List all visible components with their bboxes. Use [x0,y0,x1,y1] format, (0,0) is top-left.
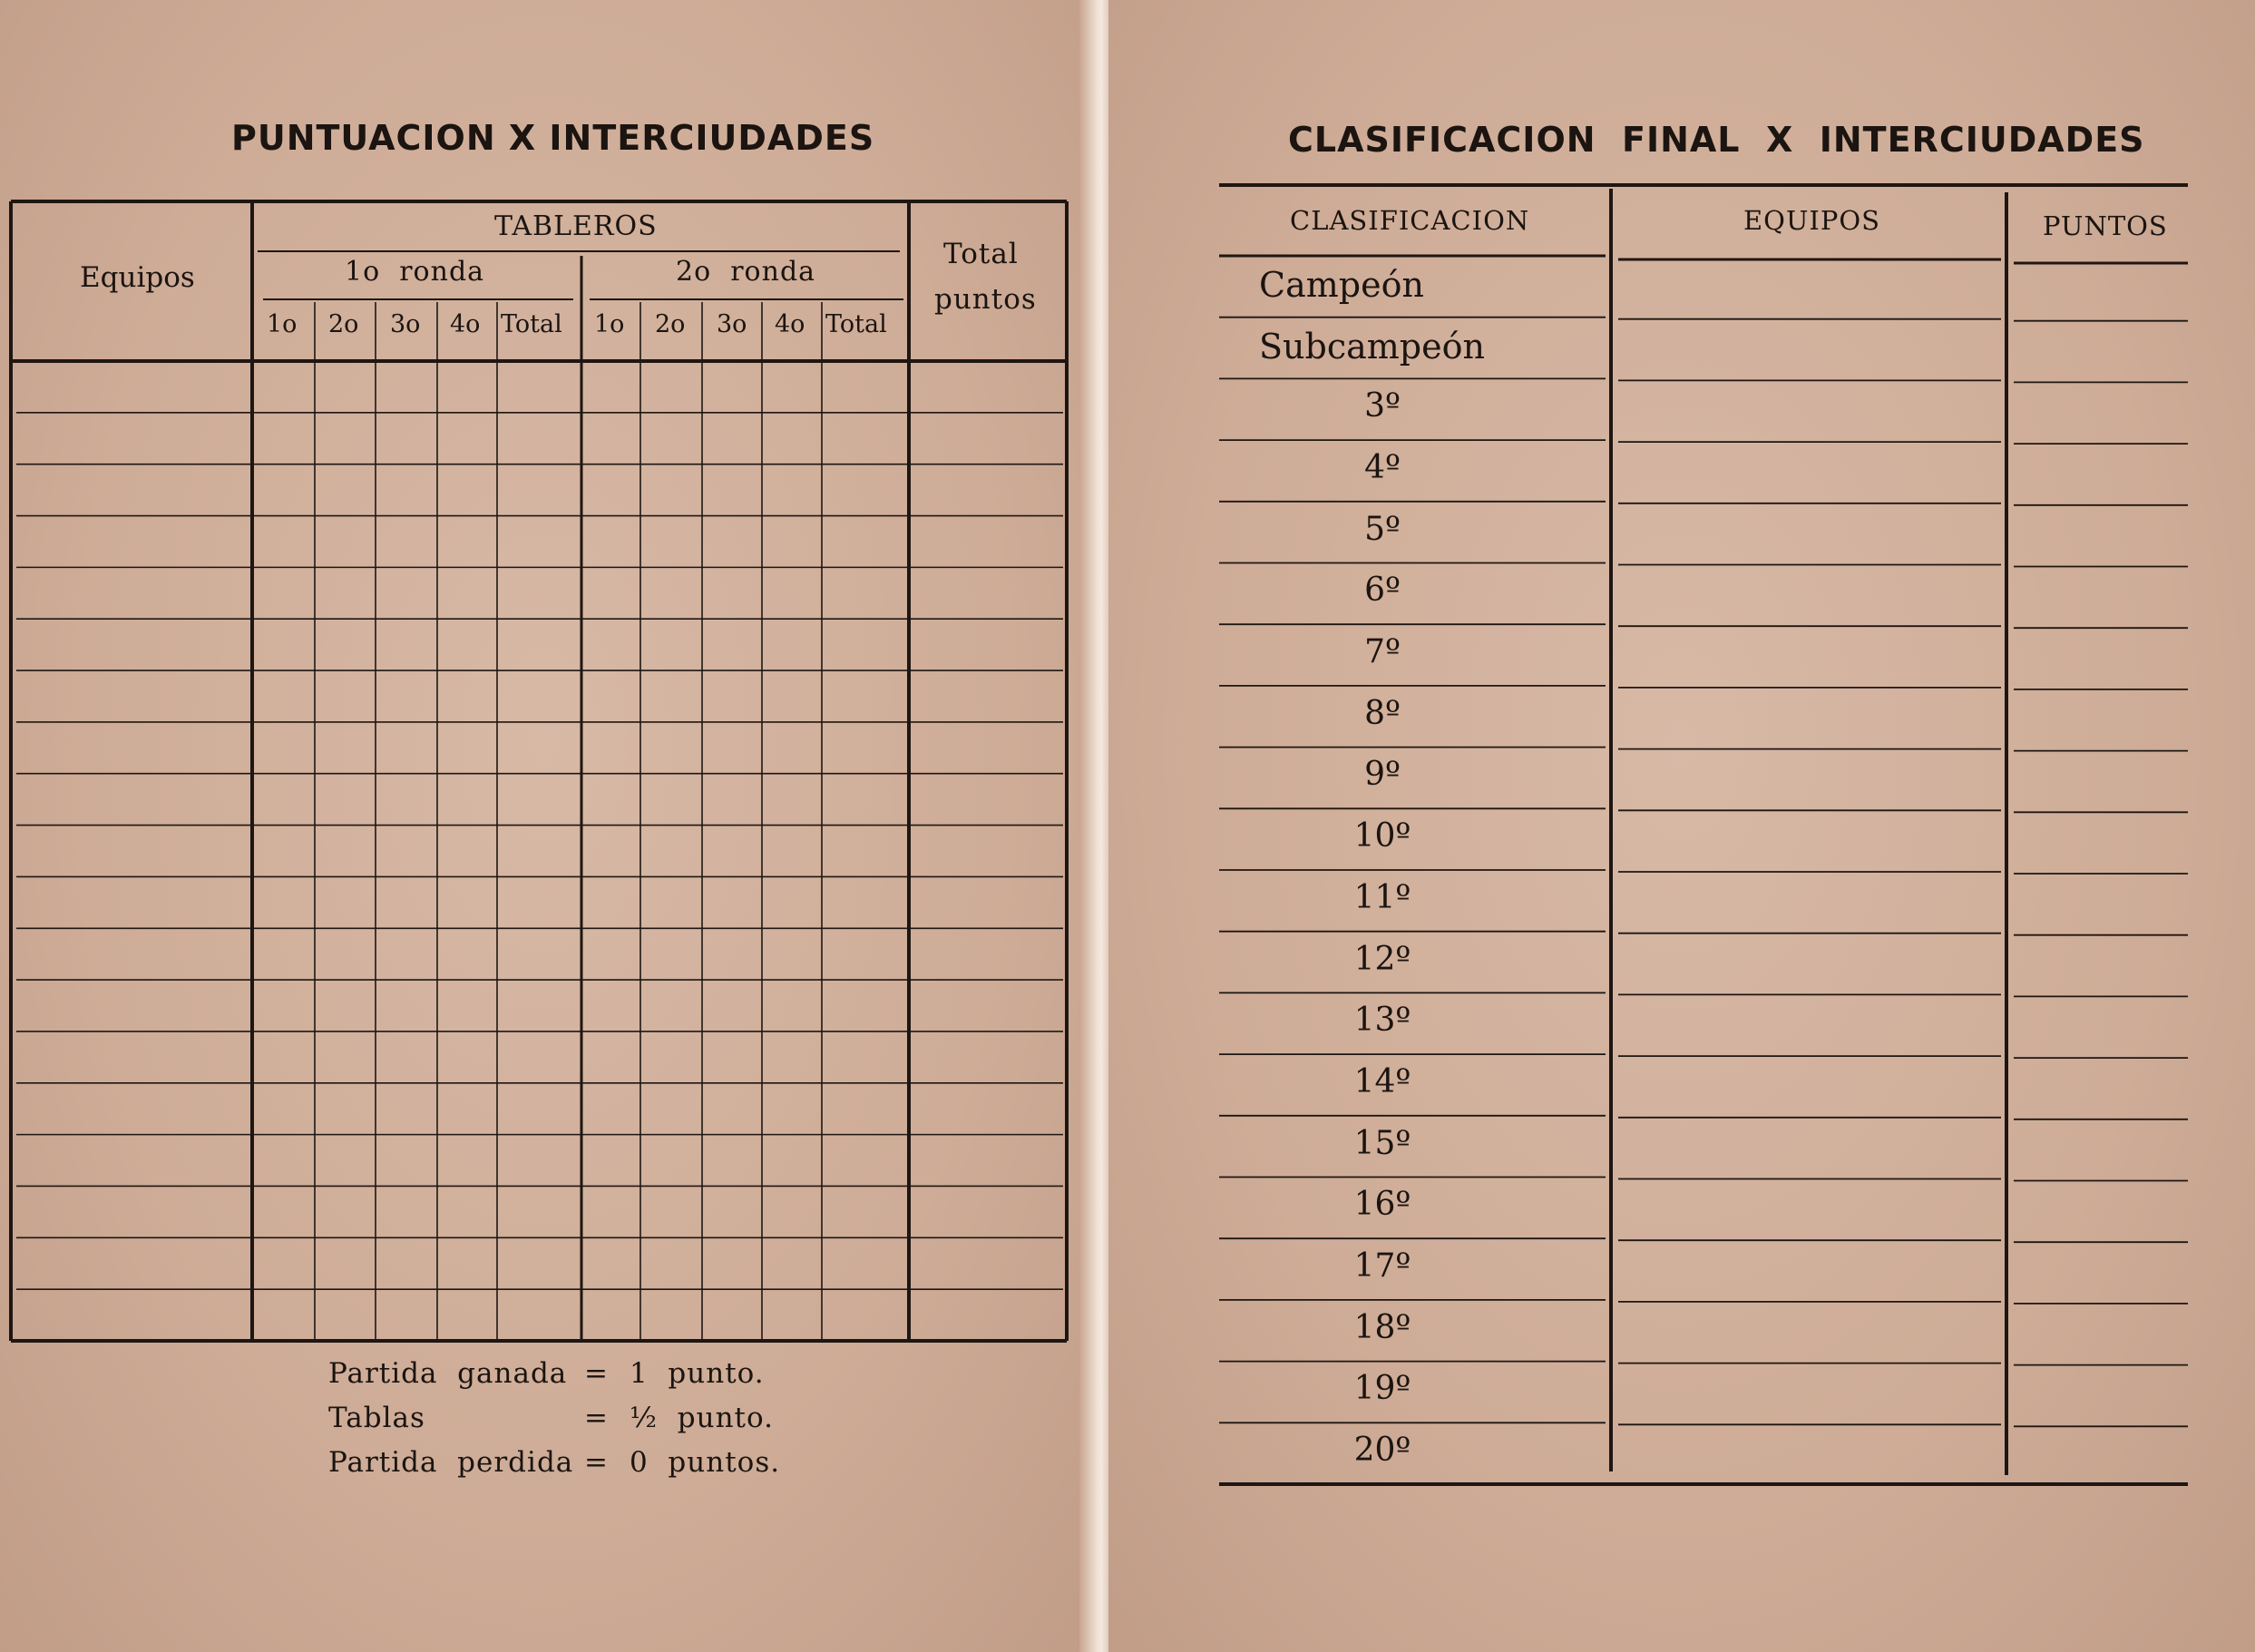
place-label: 14º [1353,1062,1411,1100]
place-label: 13º [1353,1002,1411,1040]
place-label: 20º [1353,1432,1411,1470]
place-label: 9º [1364,756,1401,794]
legend-row-win [328,1352,780,1396]
place-label: Subcampeón [1259,326,1485,367]
place-label: 4º [1364,448,1401,486]
legend-equals: = [584,1357,609,1390]
left-page [0,0,1088,1652]
place-label: 10º [1353,817,1411,855]
legend-equals: = [584,1402,609,1434]
right-page [1108,0,2255,1652]
r2-board4-label: 4o [775,310,805,338]
place-label: 15º [1353,1124,1411,1162]
place-label: 3º [1364,387,1401,425]
place-label: Campeón [1259,264,1424,305]
equipos-header: EQUIPOS [1743,205,1880,236]
clasificacion-header: CLASIFICACION [1290,205,1530,236]
place-runner-up [1259,327,1485,367]
r2-total-label: Total [825,310,887,338]
legend-label: Tablas [328,1402,425,1434]
scoring-title: PUNTUACION X INTERCIUDADES [231,118,875,158]
puntos-header: PUNTOS [2043,210,2168,241]
place-label: 11º [1353,878,1411,916]
r1-board4-label: 4o [450,310,481,338]
tableros-header: TABLEROS [494,210,658,242]
total-header-line2: puntos [934,283,1037,316]
place-label: 17º [1353,1247,1411,1285]
legend-value: 0 puntos. [630,1446,781,1479]
equipos-header: Equipos [80,261,195,294]
place-label: 16º [1353,1186,1411,1224]
classification-table-grid [1108,0,2255,1652]
place-champion [1259,265,1424,305]
place-label: 8º [1364,694,1401,732]
legend-label: Partida ganada [328,1357,568,1390]
r2-board1-label: 1o [594,310,625,338]
r2-board2-label: 2o [655,310,686,338]
classification-title: CLASIFICACION FINAL X INTERCIUDADES [1288,120,2145,160]
round1-header: 1o ronda [345,256,485,288]
place-label: 19º [1353,1370,1411,1408]
round2-header: 2o ronda [676,256,816,288]
legend-value: ½ punto. [630,1402,774,1434]
legend-equals: = [584,1446,609,1479]
legend-row-draw [328,1396,780,1441]
legend-value: 1 punto. [630,1357,765,1390]
place-label: 18º [1353,1308,1411,1346]
total-header-line1: Total [943,238,1019,270]
r1-board3-label: 3o [390,310,421,338]
place-label: 12º [1353,940,1411,978]
place-label: 7º [1364,633,1401,671]
r2-board3-label: 3o [717,310,747,338]
r1-board1-label: 1o [267,310,298,338]
scoring-legend [328,1352,780,1485]
legend-row-loss [328,1441,780,1485]
r1-board2-label: 2o [328,310,359,338]
place-label: 6º [1364,572,1401,610]
r1-total-label: Total [501,310,562,338]
place-label: 5º [1364,510,1401,548]
legend-label: Partida perdida [328,1446,574,1479]
